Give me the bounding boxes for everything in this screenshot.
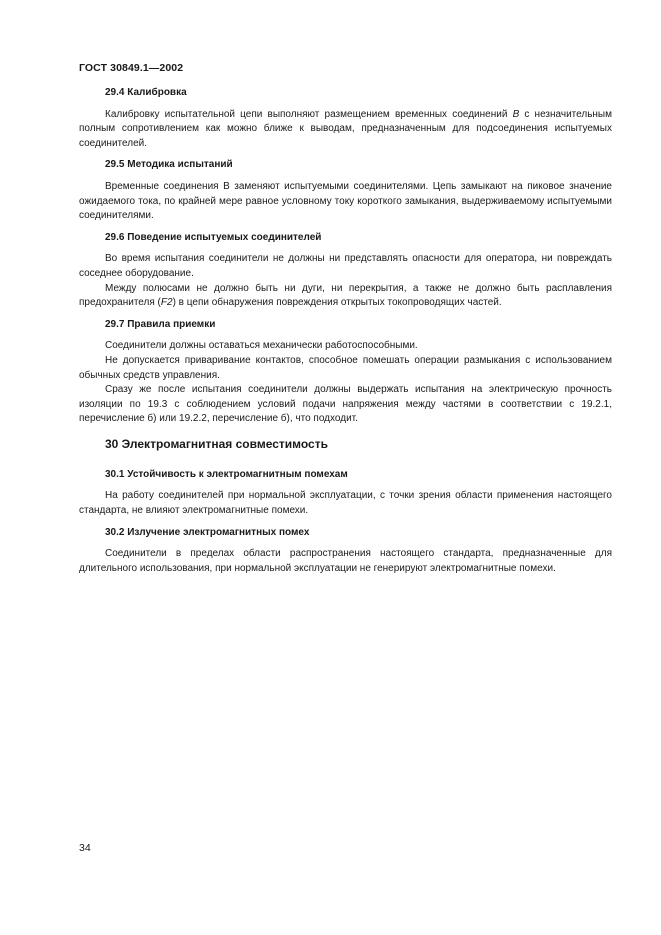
paragraph-29-4-1: Калибровку испытательной цепи выполняют размещением временных соединений B с незначительным полным сопротивлением как можно ближе к выводам, предназначенным для подсоединения испытуемых соединителей.	[79, 108, 612, 149]
page-number: 34	[79, 842, 91, 854]
paragraph-30-1-1: На работу соединителей при нормальной эксплуатации, с точки зрения области применения настоящего стандарта, не влияют электромагнитные помехи.	[79, 490, 612, 517]
paragraph-29-6-1: Во время испытания соединители не должны ни представлять опасности для оператора, ни повреждать соседнее оборудование.	[79, 253, 612, 279]
section-heading-29-5: 29.5 Методика испытаний	[105, 159, 233, 171]
paragraph-29-7-2: Не допускается приваривание контактов, способное помешать операции размыкания с использованием обычных средств управления.	[79, 354, 612, 381]
paragraph-29-7-1: Соединители должны оставаться механически работоспособными.	[105, 340, 418, 352]
section-heading-30-1: 30.1 Устойчивость к электромагнитным помехам	[105, 468, 348, 480]
paragraph-30-2-1: Соединители в пределах области распространения настоящего стандарта, предназначенные для длительного использования, при нормальной эксплуатации не генерируют электромагнитные помехи.	[79, 548, 612, 574]
section-heading-29-4: 29.4 Калибровка	[105, 87, 187, 98]
section-heading-29-7: 29.7 Правила приемки	[105, 318, 216, 330]
section-heading-30-2: 30.2 Излучение электромагнитных помех	[105, 526, 310, 538]
paragraph-29-5-1: Временные соединения В заменяют испытуемыми соединителями. Цепь замыкают на пиковое значение ожидаемого тока, по крайней мере равное условному току короткого замыкания, выдерживаемому испытуемыми соединителями.	[79, 180, 612, 222]
paragraph-29-7-3: Сразу же после испытания соединители должны выдержать испытания на электрическую прочность изоляции по 19.3 с соблюдением условий подачи напряжения между частями в соответствии с 19.2.1, перечисление б) или 19.2.2, перечисление б), что подходит.	[79, 384, 612, 425]
paragraph-29-6-2: Между полюсами не должно быть ни дуги, ни перекрытия, а также не должно быть расплавления предохранителя (F2) в цепи обнаружения повреждения открытых токопроводящих частей.	[79, 282, 612, 309]
chapter-heading-30: 30 Электромагнитная совместимость	[105, 436, 328, 451]
section-heading-29-6: 29.6 Поведение испытуемых соединителей	[105, 231, 322, 243]
document-body	[79, 86, 612, 576]
document-header: ГОСТ 30849.1—2002	[79, 62, 184, 74]
